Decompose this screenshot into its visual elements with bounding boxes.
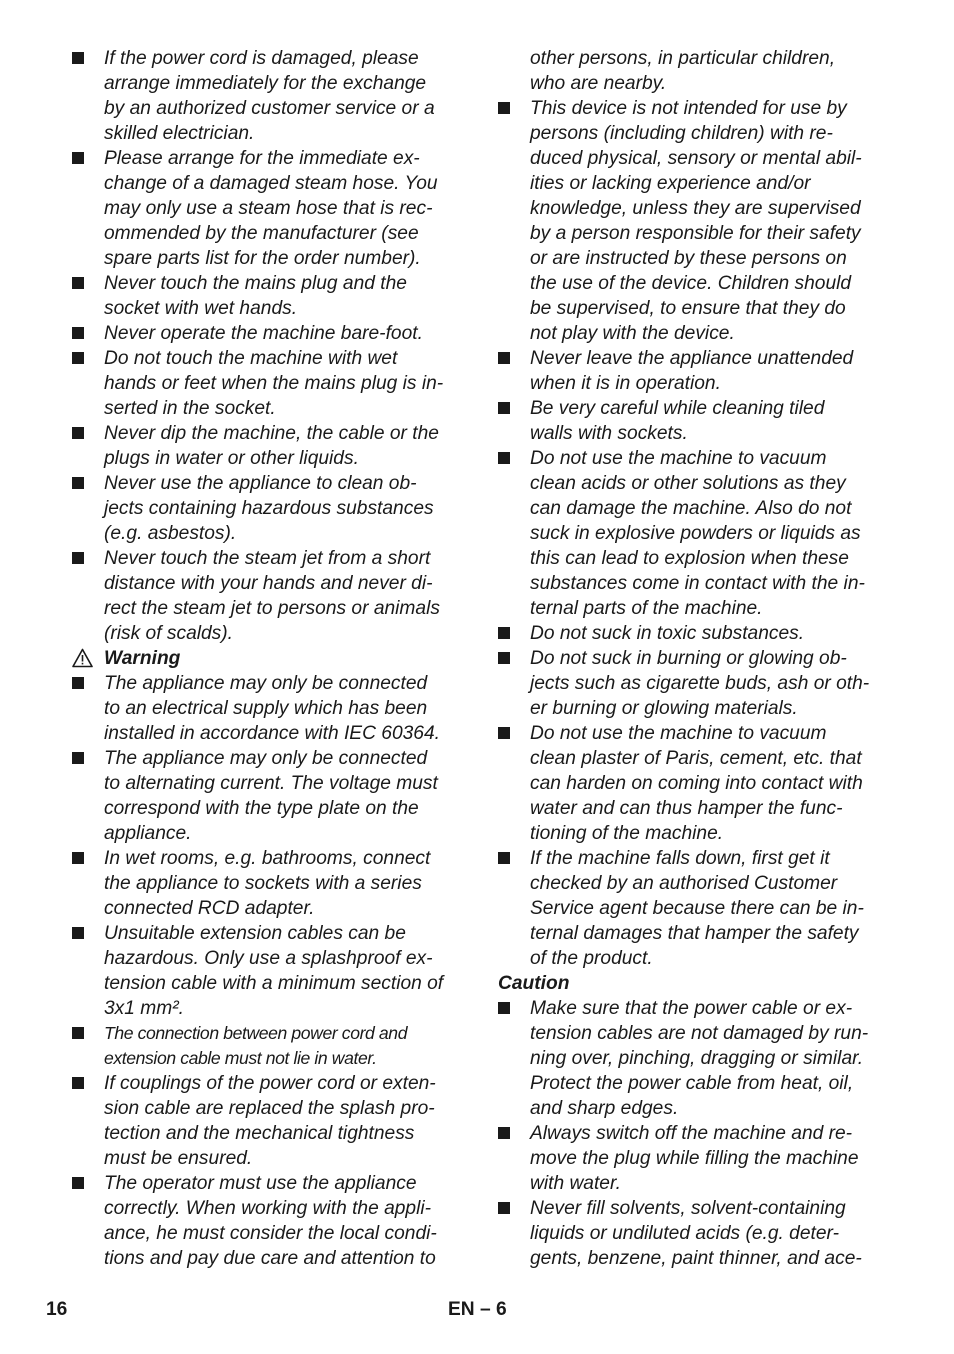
text-line xyxy=(498,46,890,71)
text-line xyxy=(498,1071,890,1096)
line-text: can damage the machine. Also do not xyxy=(530,498,852,519)
line-text: Always switch off the machine and re- xyxy=(530,1123,853,1144)
bullet-item xyxy=(72,146,464,271)
line-text: Unsuitable extension cables can be xyxy=(104,923,406,944)
bullet-item xyxy=(498,996,890,1121)
text-line xyxy=(498,1146,890,1171)
square-bullet-icon xyxy=(72,927,84,939)
text-line xyxy=(72,521,464,546)
line-text: knowledge, unless they are supervised xyxy=(530,198,861,219)
line-text: Do not use the machine to vacuum xyxy=(530,723,827,744)
text-line xyxy=(498,646,890,671)
text-line xyxy=(72,321,464,346)
line-text: by a person responsible for their safety xyxy=(530,223,861,244)
line-text: tension cables are not damaged by run- xyxy=(530,1023,869,1044)
text-line xyxy=(498,271,890,296)
text-line xyxy=(498,1196,890,1221)
text-line xyxy=(498,796,890,821)
text-line xyxy=(72,871,464,896)
bullet-item xyxy=(72,346,464,421)
line-text: (e.g. asbestos). xyxy=(104,523,237,544)
text-line xyxy=(72,446,464,471)
page-number: 16 xyxy=(46,1299,68,1320)
line-text: clean plaster of Paris, cement, etc. that xyxy=(530,748,862,769)
line-text: clean acids or other solutions as they xyxy=(530,473,846,494)
line-text: Be very careful while cleaning tiled xyxy=(530,398,825,419)
right-column xyxy=(498,46,890,1271)
text-line xyxy=(72,771,464,796)
text-line xyxy=(498,296,890,321)
bullet-item xyxy=(498,846,890,971)
square-bullet-icon xyxy=(498,727,510,739)
line-text: may only use a steam hose that is rec- xyxy=(104,198,433,219)
text-line xyxy=(72,1046,464,1071)
square-bullet-icon xyxy=(72,352,84,364)
line-text: Never use the appliance to clean ob- xyxy=(104,473,417,494)
text-line xyxy=(498,871,890,896)
bullet-item xyxy=(498,721,890,846)
line-text: other persons, in particular children, xyxy=(530,48,836,69)
line-text: to an electrical supply which has been xyxy=(104,698,428,719)
line-text: this can lead to explosion when these xyxy=(530,548,849,569)
square-bullet-icon xyxy=(72,552,84,564)
text-line xyxy=(72,971,464,996)
square-bullet-icon xyxy=(498,1202,510,1214)
line-text: or are instructed by these persons on xyxy=(530,248,847,269)
line-text: ities or lacking experience and/or xyxy=(530,173,811,194)
line-text: tioning of the machine. xyxy=(530,823,724,844)
text-line xyxy=(498,946,890,971)
square-bullet-icon xyxy=(498,1002,510,1014)
line-text: This device is not intended for use by xyxy=(530,98,847,119)
line-text: spare parts list for the order number). xyxy=(104,248,421,269)
text-line xyxy=(72,246,464,271)
text-line xyxy=(498,1246,890,1271)
square-bullet-icon xyxy=(498,1127,510,1139)
text-line xyxy=(72,46,464,71)
text-line xyxy=(498,571,890,596)
line-text: Warning xyxy=(104,648,181,669)
square-bullet-icon xyxy=(72,1077,84,1089)
text-line xyxy=(72,96,464,121)
text-line xyxy=(72,421,464,446)
bullet-item xyxy=(72,921,464,1021)
bullet-item xyxy=(72,846,464,921)
line-text: Do not suck in toxic substances. xyxy=(530,623,805,644)
line-text: The operator must use the appliance xyxy=(104,1173,417,1194)
line-text: and sharp edges. xyxy=(530,1098,679,1119)
square-bullet-icon xyxy=(498,452,510,464)
text-line xyxy=(498,521,890,546)
text-line xyxy=(72,946,464,971)
text-line xyxy=(498,746,890,771)
text-line xyxy=(498,996,890,1021)
text-line xyxy=(498,396,890,421)
text-line xyxy=(72,1121,464,1146)
line-text: The appliance may only be connected xyxy=(104,748,428,769)
left-column xyxy=(72,46,464,1271)
text-line xyxy=(72,921,464,946)
line-text: Do not use the machine to vacuum xyxy=(530,448,827,469)
square-bullet-icon xyxy=(72,852,84,864)
text-line xyxy=(498,146,890,171)
line-text: checked by an authorised Customer xyxy=(530,873,838,894)
square-bullet-icon xyxy=(72,1177,84,1189)
bullet-item xyxy=(498,346,890,396)
text-line xyxy=(72,146,464,171)
line-text: move the plug while filling the machine xyxy=(530,1148,859,1169)
text-line xyxy=(498,1121,890,1146)
line-text: liquids or undiluted acids (e.g. deter- xyxy=(530,1223,839,1244)
text-line xyxy=(498,346,890,371)
text-line xyxy=(498,1221,890,1246)
warning-triangle-icon xyxy=(72,648,93,668)
square-bullet-icon xyxy=(72,277,84,289)
square-bullet-icon xyxy=(72,52,84,64)
text-line xyxy=(72,196,464,221)
text-line xyxy=(498,246,890,271)
text-line xyxy=(498,446,890,471)
text-line xyxy=(498,421,890,446)
line-text: In wet rooms, e.g. bathrooms, connect xyxy=(104,848,431,869)
text-line xyxy=(498,471,890,496)
line-text: Never dip the machine, the cable or the xyxy=(104,423,439,444)
line-text: rect the steam jet to persons or animals xyxy=(104,598,440,619)
line-text: Never fill solvents, solvent-containing xyxy=(530,1198,846,1219)
text-line xyxy=(72,896,464,921)
text-line xyxy=(498,96,890,121)
text-line xyxy=(72,571,464,596)
line-text: correctly. When working with the appli- xyxy=(104,1198,432,1219)
line-text: hazardous. Only use a splashproof ex- xyxy=(104,948,433,969)
section-heading xyxy=(498,971,890,996)
text-line xyxy=(72,496,464,521)
line-text: duced physical, sensory or mental abil- xyxy=(530,148,862,169)
text-line xyxy=(72,121,464,146)
text-line xyxy=(498,596,890,621)
bullet-item xyxy=(72,1021,464,1071)
line-text: If couplings of the power cord or exten- xyxy=(104,1073,436,1094)
text-line xyxy=(72,596,464,621)
line-text: Service agent because there can be in- xyxy=(530,898,864,919)
line-text: suck in explosive powders or liquids as xyxy=(530,523,861,544)
line-text: Never operate the machine bare-foot. xyxy=(104,323,423,344)
text-line xyxy=(72,846,464,871)
line-text: tions and pay due care and attention to xyxy=(104,1248,436,1269)
text-line xyxy=(498,371,890,396)
text-line xyxy=(72,646,464,671)
bullet-item xyxy=(72,46,464,146)
line-text: be supervised, to ensure that they do xyxy=(530,298,846,319)
line-text: Protect the power cable from heat, oil, xyxy=(530,1073,854,1094)
bullet-item xyxy=(72,546,464,646)
line-text: hands or feet when the mains plug is in- xyxy=(104,373,444,394)
line-text: change of a damaged steam hose. You xyxy=(104,173,438,194)
text-line xyxy=(498,1021,890,1046)
text-line xyxy=(72,1246,464,1271)
line-text: serted in the socket. xyxy=(104,398,276,419)
text-line xyxy=(498,196,890,221)
text-line xyxy=(498,121,890,146)
square-bullet-icon xyxy=(498,352,510,364)
square-bullet-icon xyxy=(498,627,510,639)
line-text: of the product. xyxy=(530,948,653,969)
square-bullet-icon xyxy=(498,852,510,864)
text-line xyxy=(498,621,890,646)
bullet-item xyxy=(72,1171,464,1271)
text-line xyxy=(72,296,464,321)
text-line xyxy=(72,1221,464,1246)
line-text: who are nearby. xyxy=(530,73,667,94)
line-text: Do not suck in burning or glowing ob- xyxy=(530,648,847,669)
text-line xyxy=(72,396,464,421)
text-line xyxy=(498,496,890,521)
line-text: appliance. xyxy=(104,823,192,844)
line-text: ternal parts of the machine. xyxy=(530,598,763,619)
line-text: the appliance to sockets with a series xyxy=(104,873,422,894)
square-bullet-icon xyxy=(72,477,84,489)
line-text: jects such as cigarette buds, ash or oth- xyxy=(530,673,870,694)
text-line xyxy=(72,71,464,96)
text-line xyxy=(498,321,890,346)
square-bullet-icon xyxy=(72,327,84,339)
text-line xyxy=(498,1046,890,1071)
bullet-item xyxy=(72,671,464,746)
text-line xyxy=(72,821,464,846)
line-text: correspond with the type plate on the xyxy=(104,798,419,819)
bullet-item xyxy=(498,621,890,646)
text-line xyxy=(72,1071,464,1096)
square-bullet-icon xyxy=(72,152,84,164)
text-line xyxy=(498,221,890,246)
bullet-item xyxy=(72,271,464,321)
bullet-item xyxy=(498,1121,890,1196)
line-text: to alternating current. The voltage must xyxy=(104,773,438,794)
line-text: 3x1 mm². xyxy=(104,998,184,1019)
text-line xyxy=(498,721,890,746)
line-text: sion cable are replaced the splash pro- xyxy=(104,1098,435,1119)
square-bullet-icon xyxy=(72,752,84,764)
text-line xyxy=(72,746,464,771)
text-line xyxy=(498,971,890,996)
text-line xyxy=(498,671,890,696)
bullet-item xyxy=(72,321,464,346)
text-line xyxy=(498,1096,890,1121)
text-line xyxy=(72,671,464,696)
line-text: Do not touch the machine with wet xyxy=(104,348,398,369)
line-text: installed in accordance with IEC 60364. xyxy=(104,723,440,744)
square-bullet-icon xyxy=(72,1027,84,1039)
line-text: persons (including children) with re- xyxy=(530,123,833,144)
square-bullet-icon xyxy=(498,402,510,414)
line-text: not play with the device. xyxy=(530,323,735,344)
text-line xyxy=(498,696,890,721)
line-text: plugs in water or other liquids. xyxy=(104,448,359,469)
line-text: ternal damages that hamper the safety xyxy=(530,923,859,944)
text-line xyxy=(498,771,890,796)
square-bullet-icon xyxy=(72,677,84,689)
line-text: Never touch the steam jet from a short xyxy=(104,548,431,569)
text-line xyxy=(72,1146,464,1171)
bullet-item xyxy=(72,471,464,546)
line-text: ommended by the manufacturer (see xyxy=(104,223,419,244)
line-text: water and can thus hamper the func- xyxy=(530,798,843,819)
square-bullet-icon xyxy=(498,652,510,664)
line-text: by an authorized customer service or a xyxy=(104,98,435,119)
line-text: the use of the device. Children should xyxy=(530,273,852,294)
line-text: connected RCD adapter. xyxy=(104,898,315,919)
line-text: er burning or glowing materials. xyxy=(530,698,798,719)
line-text: ance, he must consider the local condi- xyxy=(104,1223,437,1244)
text-line xyxy=(72,721,464,746)
text-line xyxy=(498,896,890,921)
text-line xyxy=(72,371,464,396)
text-line xyxy=(72,1196,464,1221)
square-bullet-icon xyxy=(498,102,510,114)
square-bullet-icon xyxy=(72,427,84,439)
line-text: extension cable must not lie in water. xyxy=(104,1048,377,1068)
line-text: tension cable with a minimum section of xyxy=(104,973,444,994)
bullet-item xyxy=(498,446,890,621)
text-line xyxy=(72,171,464,196)
line-text: jects containing hazardous substances xyxy=(104,498,434,519)
text-line xyxy=(498,546,890,571)
line-text: (risk of scalds). xyxy=(104,623,234,644)
bullet-item xyxy=(498,646,890,721)
line-text: The appliance may only be connected xyxy=(104,673,428,694)
text-line xyxy=(498,171,890,196)
line-text: If the machine falls down, first get it xyxy=(530,848,830,869)
line-text: Never touch the mains plug and the xyxy=(104,273,407,294)
text-line xyxy=(72,346,464,371)
text-line xyxy=(72,1171,464,1196)
line-text: The connection between power cord and xyxy=(104,1023,408,1043)
line-text: If the power cord is damaged, please xyxy=(104,48,419,69)
line-text: must be ensured. xyxy=(104,1148,253,1169)
line-text: distance with your hands and never di- xyxy=(104,573,433,594)
text-line xyxy=(72,1096,464,1121)
line-text: when it is in operation. xyxy=(530,373,721,394)
text-line xyxy=(498,921,890,946)
line-text: with water. xyxy=(530,1173,621,1194)
line-text: ning over, pinching, dragging or similar. xyxy=(530,1048,864,1069)
bullet-item xyxy=(498,396,890,446)
line-text: can harden on coming into contact with xyxy=(530,773,863,794)
line-text: socket with wet hands. xyxy=(104,298,298,319)
text-line xyxy=(72,546,464,571)
text-line xyxy=(72,1021,464,1046)
bullet-item xyxy=(72,1071,464,1171)
warning-heading xyxy=(72,646,464,671)
line-text: gents, benzene, paint thinner, and ace- xyxy=(530,1248,862,1269)
text-line xyxy=(72,621,464,646)
line-text: walls with sockets. xyxy=(530,423,688,444)
bullet-item xyxy=(498,1196,890,1271)
text-line xyxy=(498,821,890,846)
line-text: tection and the mechanical tightness xyxy=(104,1123,415,1144)
text-line xyxy=(72,696,464,721)
text-line xyxy=(498,846,890,871)
line-text: Please arrange for the immediate ex- xyxy=(104,148,420,169)
text-line xyxy=(498,1171,890,1196)
text-line xyxy=(72,221,464,246)
line-text: Make sure that the power cable or ex- xyxy=(530,998,853,1019)
text-line xyxy=(72,471,464,496)
line-text: skilled electrician. xyxy=(104,123,255,144)
line-text: Caution xyxy=(498,973,570,994)
text-line xyxy=(498,71,890,96)
line-text: substances come in contact with the in- xyxy=(530,573,865,594)
text-line xyxy=(72,796,464,821)
text-line xyxy=(72,271,464,296)
text-line xyxy=(72,996,464,1021)
bullet-item xyxy=(72,746,464,846)
bullet-item xyxy=(498,96,890,346)
continued-paragraph xyxy=(498,46,890,96)
bullet-item xyxy=(72,421,464,471)
line-text: Never leave the appliance unattended xyxy=(530,348,854,369)
line-text: arrange immediately for the exchange xyxy=(104,73,427,94)
footer-section-label: EN – 6 xyxy=(448,1299,507,1320)
